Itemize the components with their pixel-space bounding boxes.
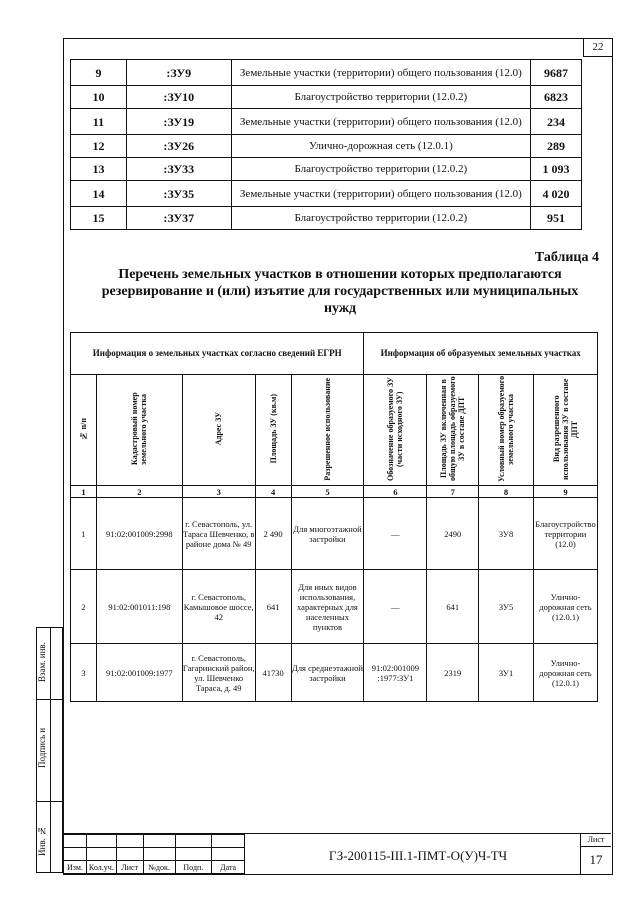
row-code: :ЗУ35 (126, 181, 231, 207)
col-header: Кадастровый номер земельного участка (96, 375, 182, 486)
col-number: 9 (533, 486, 597, 498)
col-number: 3 (182, 486, 255, 498)
cell-n: 1 (71, 498, 97, 570)
cell-conditional-number: ЗУ8 (479, 498, 534, 570)
stamp-grid (63, 834, 245, 874)
cell-permitted-use: Улично-дорожная сеть (12.0.1) (533, 570, 597, 644)
row-num: 10 (71, 86, 127, 109)
row-area: 234 (531, 109, 582, 135)
cell-permitted-use: Улично-дорожная сеть (12.0.1) (533, 644, 597, 702)
col-header: Адрес ЗУ (182, 375, 255, 486)
row-code: :ЗУ19 (126, 109, 231, 135)
col-number: 4 (255, 486, 291, 498)
title-block (63, 833, 611, 874)
cell-address: г. Севастополь, ул. Тараса Шевченко, в районе дома № 49 (182, 498, 255, 570)
cell-designation: — (364, 570, 427, 644)
cell-use: Для иных видов использования, характерных для населенных пунктов (291, 570, 364, 644)
cell-permitted-use: Благоустройство территории (12.0) (533, 498, 597, 570)
stamp-col-label: Подп. (175, 861, 212, 874)
page-number: 22 (592, 41, 604, 53)
cell-cadastral: 91:02:001009:2998 (96, 498, 182, 570)
column-numbers-row (71, 486, 598, 498)
col-number: 5 (291, 486, 364, 498)
page-number-box (583, 38, 612, 57)
row-area: 9687 (531, 60, 582, 86)
col-number: 6 (364, 486, 427, 498)
cell-n: 2 (71, 570, 97, 644)
top-table (70, 59, 582, 230)
stamp-col-label: Кол.уч. (86, 861, 116, 874)
group-egrn-header: Информация о земельных участках согласно сведений ЕГРН (71, 333, 364, 375)
group-new-header: Информация об образуемых земельных участках (364, 333, 598, 375)
col-header: Обозначение образуемого ЗУ (части исходного ЗУ) (364, 375, 427, 486)
col-number: 7 (427, 486, 479, 498)
stamp-col-label: Изм. (64, 861, 87, 874)
document-code: ГЗ-200115-III.1-ПМТ-О(У)Ч-ТЧ (328, 848, 508, 863)
col-number: 8 (479, 486, 534, 498)
sheet-number: 17 (589, 852, 603, 867)
row-num: 9 (71, 60, 127, 86)
row-area: 951 (531, 207, 582, 230)
cell-included-area: 641 (427, 570, 479, 644)
row-desc: Благоустройство территории (12.0.2) (231, 207, 530, 230)
table-row (71, 158, 582, 181)
row-code: :ЗУ26 (126, 135, 231, 158)
row-desc: Улично-дорожная сеть (12.0.1) (231, 135, 530, 158)
sheet-label: Лист (581, 834, 611, 847)
table-row (71, 207, 582, 230)
col-number: 2 (96, 486, 182, 498)
col-header: № п/п (71, 375, 97, 486)
row-code: :ЗУ33 (126, 158, 231, 181)
sheet-box (580, 834, 611, 874)
row-desc: Благоустройство территории (12.0.2) (231, 86, 530, 109)
row-num: 11 (71, 109, 127, 135)
cell-included-area: 2490 (427, 498, 479, 570)
cell-area: 2 490 (255, 498, 291, 570)
stamp-col-label: Лист (116, 861, 143, 874)
table-row (71, 570, 598, 644)
cell-included-area: 2319 (427, 644, 479, 702)
cell-conditional-number: ЗУ5 (479, 570, 534, 644)
table-label: Таблица 4 (534, 250, 599, 265)
col-number: 1 (71, 486, 97, 498)
row-area: 6823 (531, 86, 582, 109)
cell-designation: 91:02:001009 :1977:ЗУ1 (364, 644, 427, 702)
table-row (71, 644, 598, 702)
table-title: Перечень земельных участков в отношении которых предполагаются резервирование и (или) изъятие для государственных или муниципальных нужд (101, 267, 579, 316)
col-header: Площадь ЗУ включенная в общую площадь образуемого ЗУ в составе ДПТ (427, 375, 479, 486)
cell-n: 3 (71, 644, 97, 702)
row-num: 14 (71, 181, 127, 207)
cell-cadastral: 91:02:001011:198 (96, 570, 182, 644)
table-row (71, 181, 582, 207)
table-row (71, 135, 582, 158)
table-row (71, 86, 582, 109)
row-desc: Земельные участки (территории) общего пользования (12.0) (231, 60, 530, 86)
row-code: :ЗУ9 (126, 60, 231, 86)
cell-use: Для многоэтажной застройки (291, 498, 364, 570)
row-desc: Благоустройство территории (12.0.2) (231, 158, 530, 181)
cell-area: 641 (255, 570, 291, 644)
col-header: Вид разрешенного использования ЗУ в составе ДПТ (533, 375, 597, 486)
side-label-inventory: Инв. № (37, 825, 47, 856)
cell-address: г. Севастополь, Гагаринский район, ул. Шевченко Тараса, д. 49 (182, 644, 255, 702)
row-code: :ЗУ37 (126, 207, 231, 230)
table-row (71, 60, 582, 86)
side-label-replacement: Взам. инв. (37, 642, 47, 682)
stamp-col-label: №док. (143, 861, 175, 874)
row-desc: Земельные участки (территории) общего пользования (12.0) (231, 181, 530, 207)
cell-area: 41730 (255, 644, 291, 702)
side-strip (36, 627, 63, 873)
stamp-col-label: Дата (212, 861, 245, 874)
land-table (70, 332, 598, 702)
cell-cadastral: 91:02:001009:1977 (96, 644, 182, 702)
cell-designation: — (364, 498, 427, 570)
row-area: 289 (531, 135, 582, 158)
col-header: Площадь ЗУ (кв.м) (255, 375, 291, 486)
row-code: :ЗУ10 (126, 86, 231, 109)
side-label-signature: Подпись и (37, 727, 47, 769)
col-header: Условный номер образуемого земельного участка (479, 375, 534, 486)
table-row (71, 498, 598, 570)
cell-conditional-number: ЗУ1 (479, 644, 534, 702)
row-num: 15 (71, 207, 127, 230)
row-num: 13 (71, 158, 127, 181)
row-num: 12 (71, 135, 127, 158)
row-desc: Земельные участки (территории) общего пользования (12.0) (231, 109, 530, 135)
cell-use: Для среднеэтажной застройки (291, 644, 364, 702)
table-row (71, 109, 582, 135)
row-area: 4 020 (531, 181, 582, 207)
cell-address: г. Севастополь, Камышовое шоссе, 42 (182, 570, 255, 644)
col-header: Разрешенное использование (291, 375, 364, 486)
row-area: 1 093 (531, 158, 582, 181)
